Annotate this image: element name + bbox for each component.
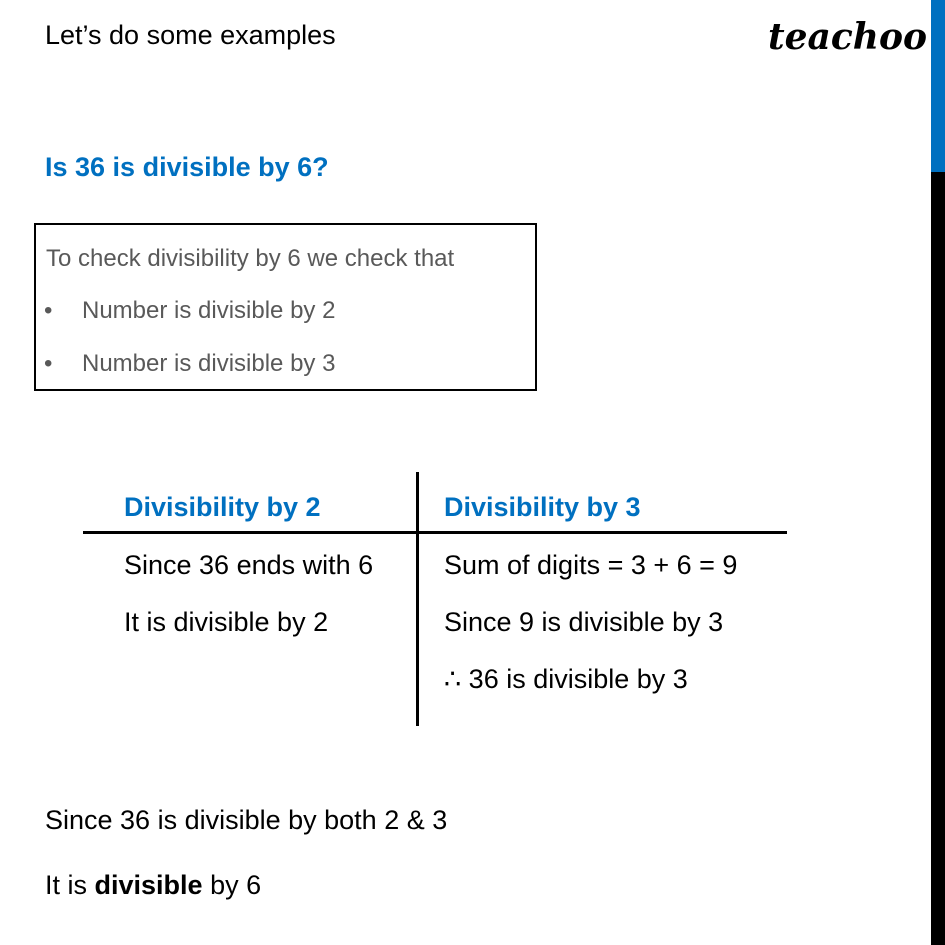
table-column-divider (416, 472, 419, 726)
table-header-divider (83, 531, 787, 534)
table-cell: Sum of digits = 3 + 6 = 9 (444, 550, 738, 580)
conclusion-prefix: It is (45, 870, 95, 900)
table-cell: Since 36 ends with 6 (124, 550, 374, 580)
table-cell: ∴ 36 is divisible by 3 (444, 664, 688, 694)
conclusion-suffix: by 6 (202, 870, 262, 900)
page-title: Let’s do some examples (45, 20, 336, 50)
question-heading: Is 36 is divisible by 6? (45, 152, 329, 182)
conclusion-line-1: Since 36 is divisible by both 2 & 3 (45, 805, 448, 835)
side-progress-bar-black (931, 172, 945, 945)
rule-bullet-text: Number is divisible by 2 (82, 297, 336, 324)
table-cell: Since 9 is divisible by 3 (444, 607, 724, 637)
column-header-divisibility-2: Divisibility by 2 (124, 492, 321, 522)
conclusion-bold-word: divisible (94, 870, 203, 900)
bullet-icon: • (44, 350, 53, 377)
side-progress-bar-blue (931, 0, 945, 172)
column-header-divisibility-3: Divisibility by 3 (444, 492, 641, 522)
bullet-icon: • (44, 297, 53, 324)
rule-bullet-text: Number is divisible by 3 (82, 350, 336, 377)
table-cell: It is divisible by 2 (124, 607, 329, 637)
conclusion-line-2 (45, 870, 261, 901)
rule-intro: To check divisibility by 6 we check that (46, 245, 455, 272)
teachoo-logo: teachoo (768, 16, 927, 58)
rule-box (34, 223, 537, 391)
